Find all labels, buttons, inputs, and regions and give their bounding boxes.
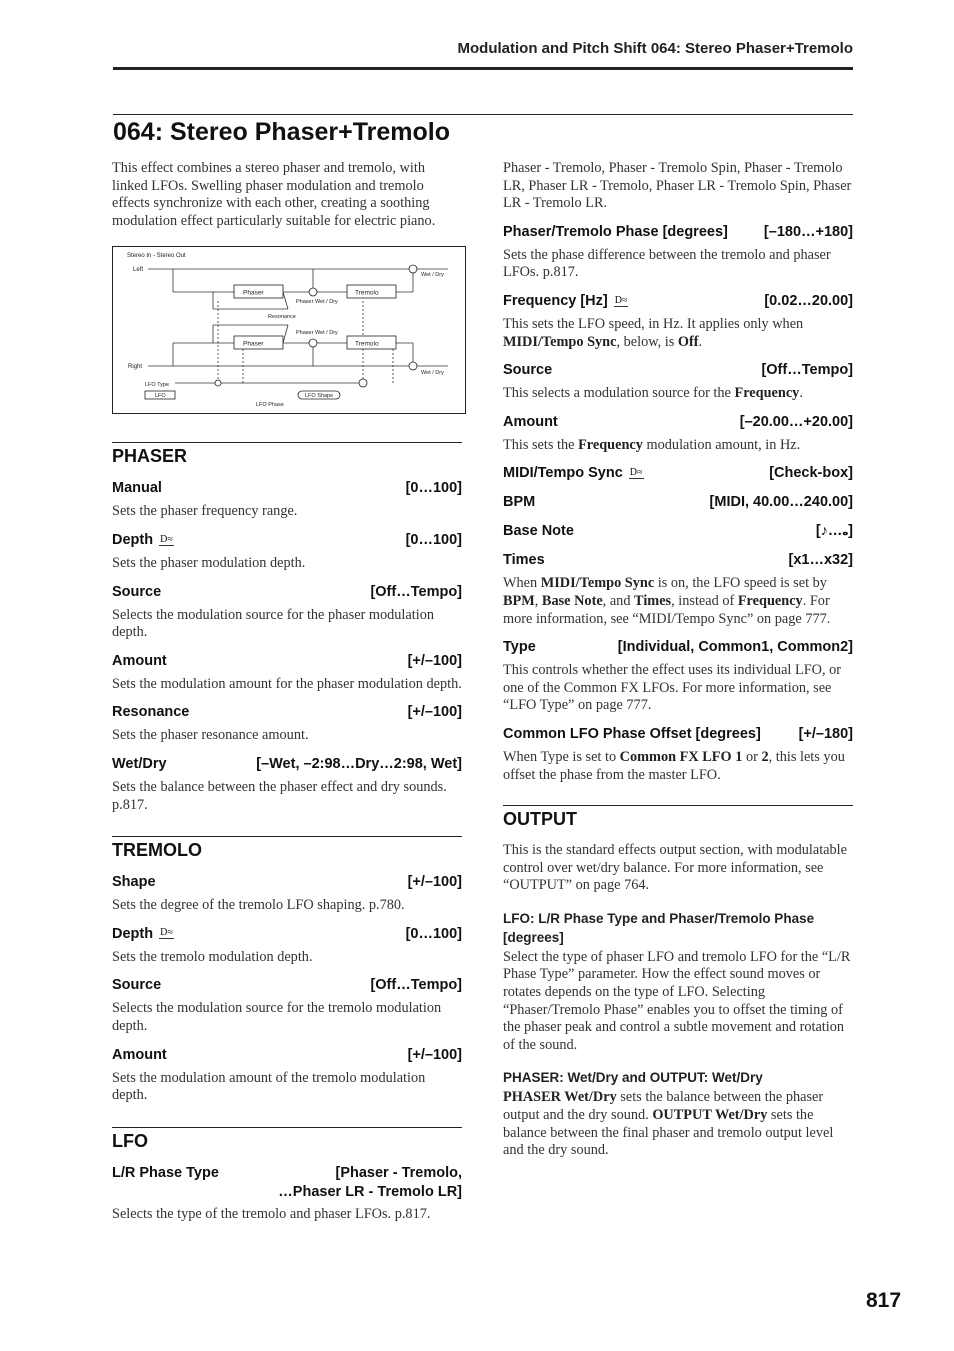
phaser-heading: PHASER (112, 442, 462, 467)
phaser-manual-param: Manual [0…100] (112, 480, 462, 497)
header-rule (113, 67, 853, 70)
diagram-lfo: LFO (155, 393, 166, 400)
phaser-wetdry-param: Wet/Dry [–Wet, –2:98…Dry…2:98, Wet] (112, 755, 462, 772)
lfo-lr-phase-type-desc: Selects the type of the tremolo and phaser LFOs. p.817. (112, 1205, 431, 1222)
lfo-frequency-desc: This sets the LFO speed, in Hz. It applies only when MIDI/Tempo Sync, below, is Off. (503, 315, 804, 350)
output-wetdry-desc: PHASER Wet/Dry sets the balance between the phaser output and the dry sound. OUTPUT Wet/Dry sets the balance between the final phaser and tremolo output level and the dry sound. (503, 1089, 834, 1159)
lfo-offset-param: Common LFO Phase Offset [degrees] [+/–180] (503, 725, 853, 742)
output-heading: OUTPUT (503, 805, 853, 830)
lfo-offset-desc: When Type is set to Common FX LFO 1 or 2, this lets you offset the phase from the master LFO. (503, 748, 845, 783)
tremolo-depth-param: Depth D≈ [0…100] (112, 925, 462, 942)
tremolo-shape-param: Shape [+/–100] (112, 874, 462, 891)
dmod-icon: D≈ (614, 294, 628, 306)
lfo-type-desc: This controls whether the effect uses its individual LFO, or one of the Common FX LFOs. For more information, see “LFO Type” on page 777. (503, 662, 842, 714)
output-subheading-wetdry: PHASER: Wet/Dry and OUTPUT: Wet/Dry (503, 1070, 763, 1086)
tremolo-amount-desc: Sets the modulation amount of the tremolo modulation depth. (112, 1069, 426, 1104)
page-number: 817 (866, 1289, 902, 1312)
dmod-icon: D≈ (160, 927, 173, 939)
diagram-lfo-type: LFO Type (145, 382, 170, 389)
lfo-base-note-param: Base Note [♪…𝅝] (503, 523, 853, 540)
lfo-type-param: Type [Individual, Common1, Common2] (503, 639, 853, 656)
intro-text: This effect combines a stereo phaser and tremolo, with linked LFOs. Swelling phaser modulation and tremolo effects synchronize with each other, creating a soothing modulation effect particularly suitable for electric piano. (112, 160, 436, 229)
tremolo-heading: TREMOLO (112, 836, 462, 861)
lfo-times-param: Times [x1…x32] (503, 552, 853, 569)
lfo-heading: LFO (112, 1127, 462, 1152)
dmod-icon: D≈ (160, 533, 173, 545)
phaser-depth-param: Depth D≈ [0…100] (112, 531, 462, 548)
running-head: Modulation and Pitch Shift 064: Stereo Phaser+Tremolo (457, 40, 853, 57)
tremolo-amount-param: Amount [+/–100] (112, 1046, 462, 1063)
lfo-amount-param: Amount [–20.00…+20.00] (503, 413, 853, 430)
phaser-resonance-param: Resonance [+/–100] (112, 704, 462, 721)
diagram-lfo-phase: LFO Phase (256, 402, 284, 409)
diagram-resonance: Resonance (268, 314, 296, 321)
output-subheading-lfo: LFO: L/R Phase Type and Phaser/Tremolo Phase [degrees] (503, 910, 815, 945)
lfo-phase-desc: Sets the phase difference between the tremolo and phaser LFOs. p.817. (503, 246, 831, 281)
diagram-phaser-bottom: Phaser (243, 340, 264, 348)
tremolo-source-param: Source [Off…Tempo] (112, 977, 462, 994)
diagram-right-label: Right (128, 364, 143, 371)
title-rule (113, 114, 853, 115)
phaser-wetdry-desc: Sets the balance between the phaser effect and dry sounds. p.817. (112, 778, 447, 813)
lfo-source-desc: This selects a modulation source for the Frequency. (503, 385, 803, 402)
lfo-bpm-param: BPM [MIDI, 40.00…240.00] (503, 494, 853, 511)
phaser-amount-param: Amount [+/–100] (112, 652, 462, 669)
diagram-tremolo-top: Tremolo (355, 289, 379, 297)
lfo-source-param: Source [Off…Tempo] (503, 362, 853, 379)
diagram-left-label: Left (133, 267, 144, 274)
diagram-wetdry-bottom: Wet / Dry (421, 370, 444, 377)
signal-flow-diagram (112, 246, 466, 414)
phaser-source-param: Source [Off…Tempo] (112, 583, 462, 600)
diagram-stereo-label: Stereo In - Stereo Out (127, 253, 186, 260)
lfo-lr-phase-list: Phaser - Tremolo, Phaser - Tremolo Spin, Phaser - Tremolo LR, Phaser LR - Tremolo, Phaser LR - Tremolo Spin, Phaser LR - Tremolo LR. (503, 160, 852, 212)
phaser-resonance-desc: Sets the phaser resonance amount. (112, 727, 309, 744)
phaser-manual-desc: Sets the phaser frequency range. (112, 503, 298, 520)
diagram-lfo-shape: LFO Shape (305, 393, 334, 400)
lfo-amount-desc: This sets the Frequency modulation amount, in Hz. (503, 436, 801, 453)
diagram-wetdry-top: Wet / Dry (421, 272, 444, 279)
diagram-phaser-top: Phaser (243, 289, 264, 297)
tremolo-source-desc: Selects the modulation source for the tremolo modulation depth. (112, 1000, 442, 1034)
output-lfo-desc: Select the type of phaser LFO and tremolo LFO for the “L/R Phase Type” parameter. How the effect sound moves or rotates depends on the type of LFO. Selecting “Phaser/Tremolo Phase” enables you to offset the timing of the phaser peak and control a subtle movement and rotation of the sound. (503, 948, 851, 1053)
tremolo-depth-desc: Sets the tremolo modulation depth. (112, 948, 313, 965)
lfo-sync-param: MIDI/Tempo Sync D≈ [Check-box] (503, 465, 853, 482)
lfo-sync-desc: When MIDI/Tempo Sync is on, the LFO speed is set by BPM, Base Note, and Times, instead of Frequency. For more information, see “MIDI/Tempo Sync” on page 777. (503, 575, 831, 627)
phaser-depth-desc: Sets the phaser modulation depth. (112, 554, 306, 571)
phaser-amount-desc: Sets the modulation amount for the phaser modulation depth. (112, 675, 462, 692)
dmod-icon: D≈ (629, 467, 643, 479)
diagram-phaser-wetdry-top: Phaser Wet / Dry (296, 299, 338, 306)
diagram-tremolo-bottom: Tremolo (355, 340, 379, 348)
output-desc: This is the standard effects output section, with modulatable control over wet/dry balance. For more information, see “OUTPUT” on page 764. (503, 842, 847, 894)
diagram-phaser-wetdry-bottom: Phaser Wet / Dry (296, 330, 338, 337)
page-title: 064: Stereo Phaser+Tremolo (113, 118, 450, 146)
lfo-lr-phase-type-param: L/R Phase Type [Phaser - Tremolo, …Phaser LR - Tremolo LR] (112, 1164, 462, 1200)
phaser-source-desc: Selects the modulation source for the phaser modulation depth. (112, 606, 434, 641)
tremolo-shape-desc: Sets the degree of the tremolo LFO shaping. p.780. (112, 897, 405, 914)
lfo-phase-param: Phaser/Tremolo Phase [degrees] [–180…+180] (503, 223, 853, 240)
lfo-frequency-param: Frequency [Hz] D≈ [0.02…20.00] (503, 292, 853, 309)
